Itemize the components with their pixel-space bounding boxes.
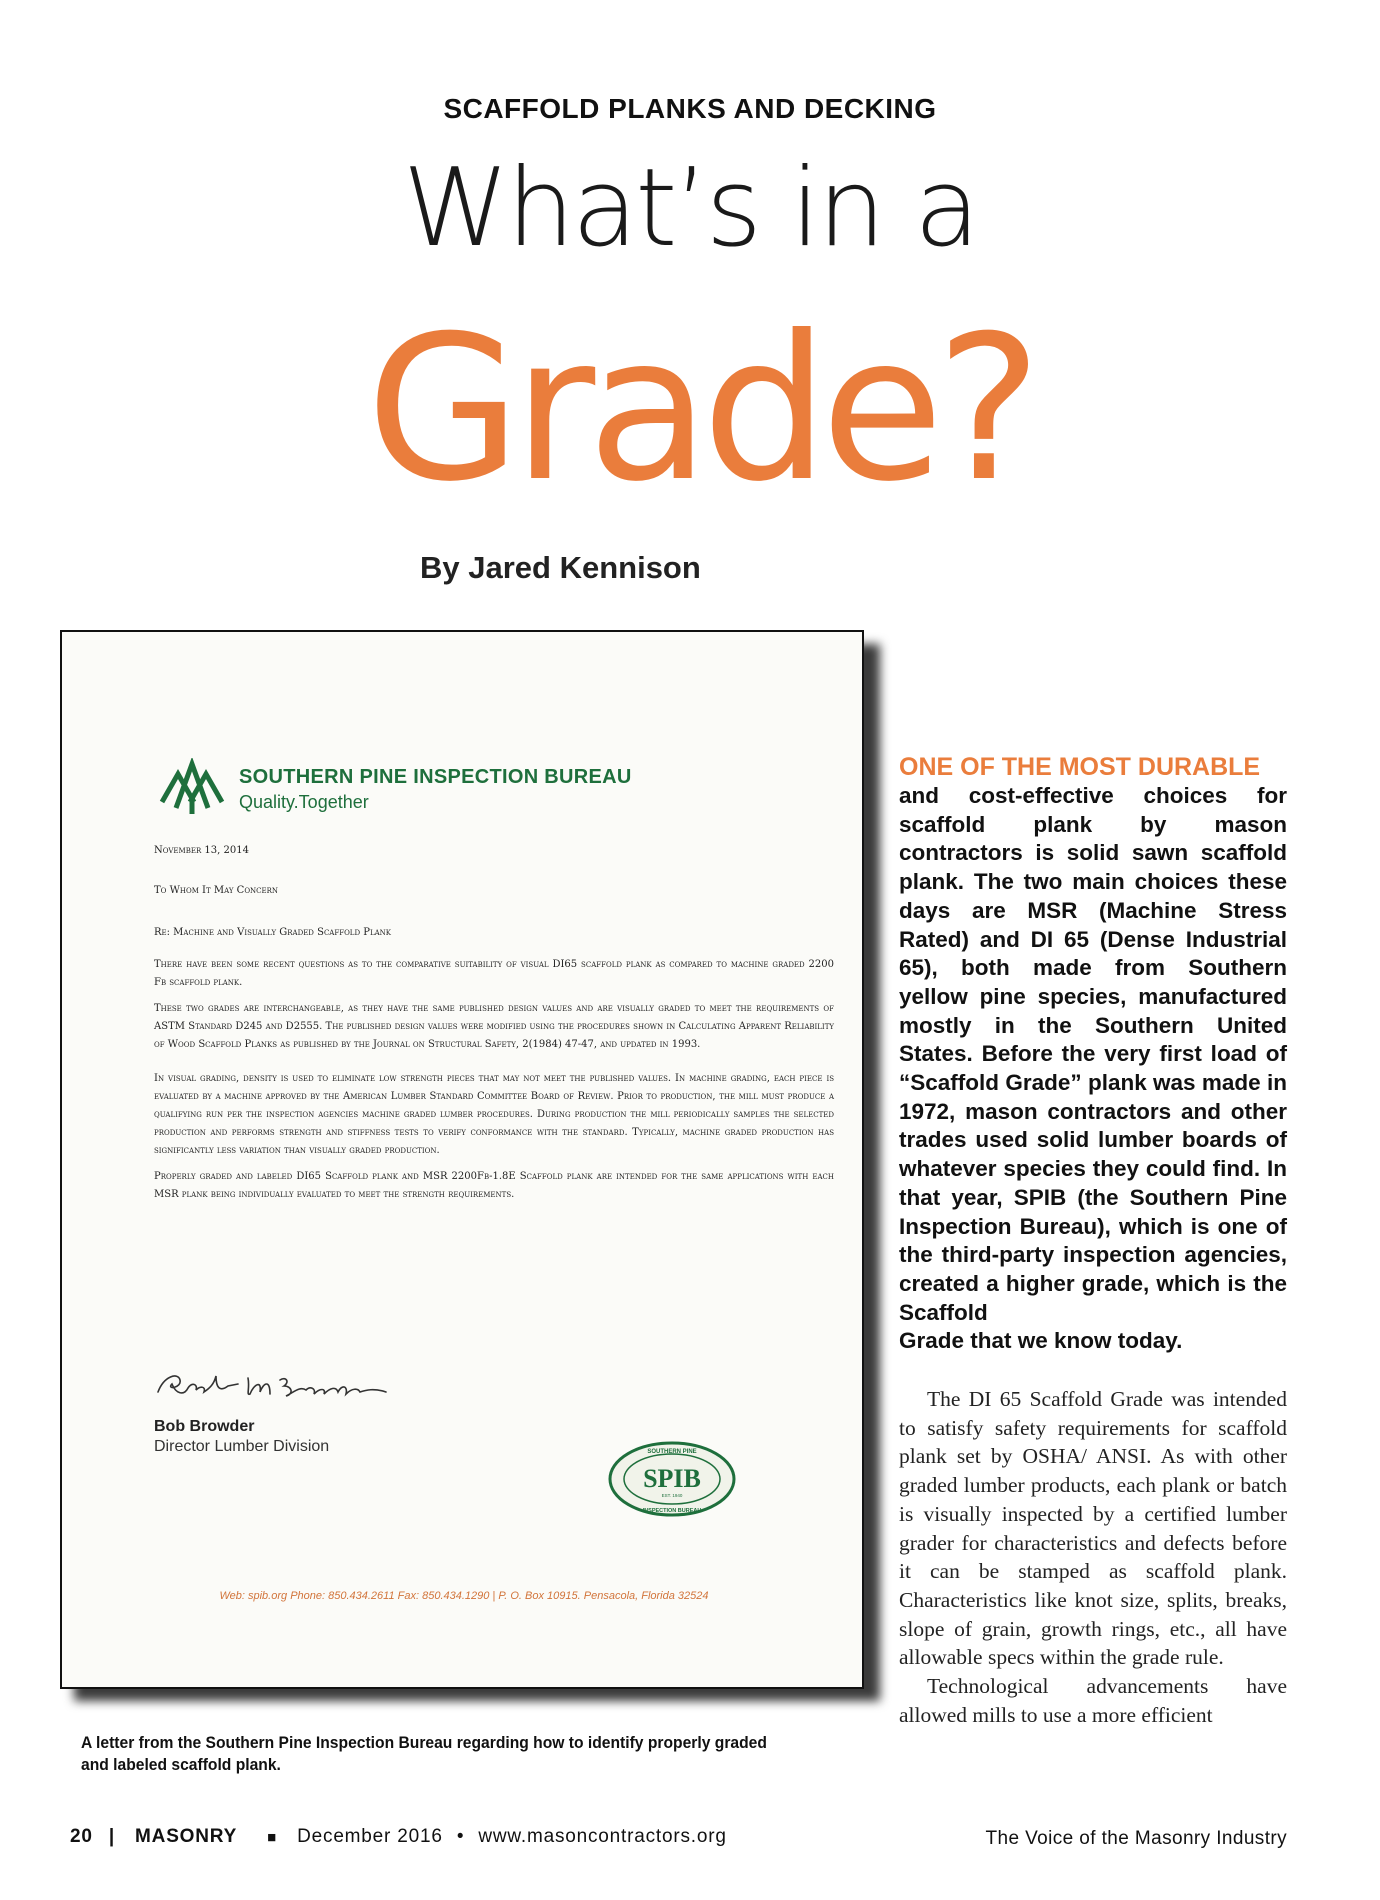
- seal-bottom-text: INSPECTION BUREAU: [642, 1508, 702, 1514]
- magazine-name: MASONRY: [135, 1826, 238, 1847]
- letter-footer: Web: spib.org Phone: 850.434.2611 Fax: 850.434.1290 | P. O. Box 10915. Pensacola, Florida 32524: [219, 1590, 709, 1602]
- footer-separator: |: [108, 1826, 115, 1847]
- magazine-tagline: The Voice of the Masonry Industry: [985, 1828, 1287, 1849]
- byline: By Jared Kennison: [420, 550, 701, 585]
- website-link[interactable]: www.masoncontractors.org: [478, 1826, 727, 1847]
- issue-date: December 2016: [297, 1826, 443, 1847]
- lead-cap: ONE OF THE MOST DURABLE: [899, 753, 1261, 781]
- letter-re: Re: Machine and Visually Graded Scaffold Plank: [154, 927, 392, 938]
- letter-paragraph: Properly graded and labeled DI65 Scaffold plank and MSR 2200Fb-1.8E Scaffold plank are intended for the same applications with each MSR plank being individually evaluated to meet the strength requirements.: [154, 1171, 834, 1200]
- spib-seal-icon: [607, 1440, 737, 1518]
- org-tagline: Quality.Together: [239, 792, 369, 812]
- letter-salutation: To Whom It May Concern: [154, 885, 279, 896]
- signature-image: [154, 1358, 394, 1408]
- letter-paragraph: There have been some recent questions as to the comparative suitability of visual DI65 scaffold plank as compared to machine graded 2200 Fb scaffold plank.: [154, 959, 834, 988]
- letter-date: November 13, 2014: [154, 845, 249, 856]
- headline-line-2: Grade?: [366, 293, 1034, 526]
- spib-tree-logo-icon: [158, 758, 226, 816]
- letter-paragraph: In visual grading, density is used to eliminate low strength pieces that may not meet the published values. In machine grading, each piece is evaluated by a machine approved by the American Lumber Standard Committee Board of Review. Prior to production, the mill must produce a qualifying run per the inspection agencies machine graded lumber procedures. During production the mill periodically samples the selected production and performs strength and stiffness tests to verify conformance with the standard. Typically, machine graded production has significantly less variation than visually graded production.: [154, 1073, 834, 1156]
- footer-dot: •: [456, 1826, 465, 1847]
- body-paragraph: Technological advancements have allowed mills to use a more efficient: [899, 1674, 1287, 1727]
- letter-paragraph: These two grades are interchangeable, as they have the same published design values and are visually graded to meet the requirements of ASTM Standard D245 and D2555. The published design values were modified using the procedures shown in Calculating Apparent Reliability of Wood Scaffold Planks as published by the Journal on Structural Safety, 2(1984) 47-47, and updated in 1993.: [154, 1003, 834, 1050]
- org-name: SOUTHERN PINE INSPECTION BUREAU: [239, 766, 632, 788]
- footer-square-icon: ■: [267, 1829, 278, 1846]
- figure-caption: A letter from the Southern Pine Inspection Bureau regarding how to identify properly graded and labeled scaffold plank.: [81, 1733, 767, 1774]
- seal-center-text: SPIB: [643, 1464, 701, 1493]
- body-paragraph: The DI 65 Scaffold Grade was intended to satisfy safety requirements for scaffold plank set by OSHA/ ANSI. As with other graded lumber products, each plank or batch is visually inspected by a certified lumber grader for characteristics and defects before it can be stamped as scaffold plank. Characteristics like knot size, splits, breaks, slope of grain, growth rings, etc., all have allowable specs within the grade rule.: [899, 1387, 1287, 1670]
- signer-name: Bob Browder: [154, 1418, 255, 1435]
- section-kicker: SCAFFOLD PLANKS AND DECKING: [443, 93, 937, 124]
- article-body: [899, 1385, 1287, 1729]
- letter-figure: [60, 630, 864, 1689]
- page-number: 20: [70, 1826, 93, 1847]
- lead-last-line: Grade that we know today.: [899, 1328, 1183, 1354]
- lead-paragraph: [899, 782, 1287, 1356]
- lead-text: and cost-effective choices for scaffold plank by mason contractors is solid sawn scaffold plank. The two main choices these days are MSR (Machine Stress Rated) and DI 65 (Dense Industrial 65), both made from Southern yellow pine species, manufactured mostly in the Southern United States. Before the very first load of “Scaffold Grade” plank was made in 1972, mason contractors and other trades used solid lumber boards of whatever species they could find. In that year, SPIB (the Southern Pine Inspection Bureau), which is one of the third-party inspection agencies, created a higher grade, which is the Scaffold: [899, 783, 1287, 1325]
- signer-title: Director Lumber Division: [154, 1438, 330, 1455]
- headline-line-1: What’s in a: [402, 146, 978, 271]
- seal-top-text: SOUTHERN PINE: [647, 1449, 697, 1455]
- page-footer: [70, 1826, 727, 1848]
- seal-est-text: EST. 1940: [661, 1493, 683, 1498]
